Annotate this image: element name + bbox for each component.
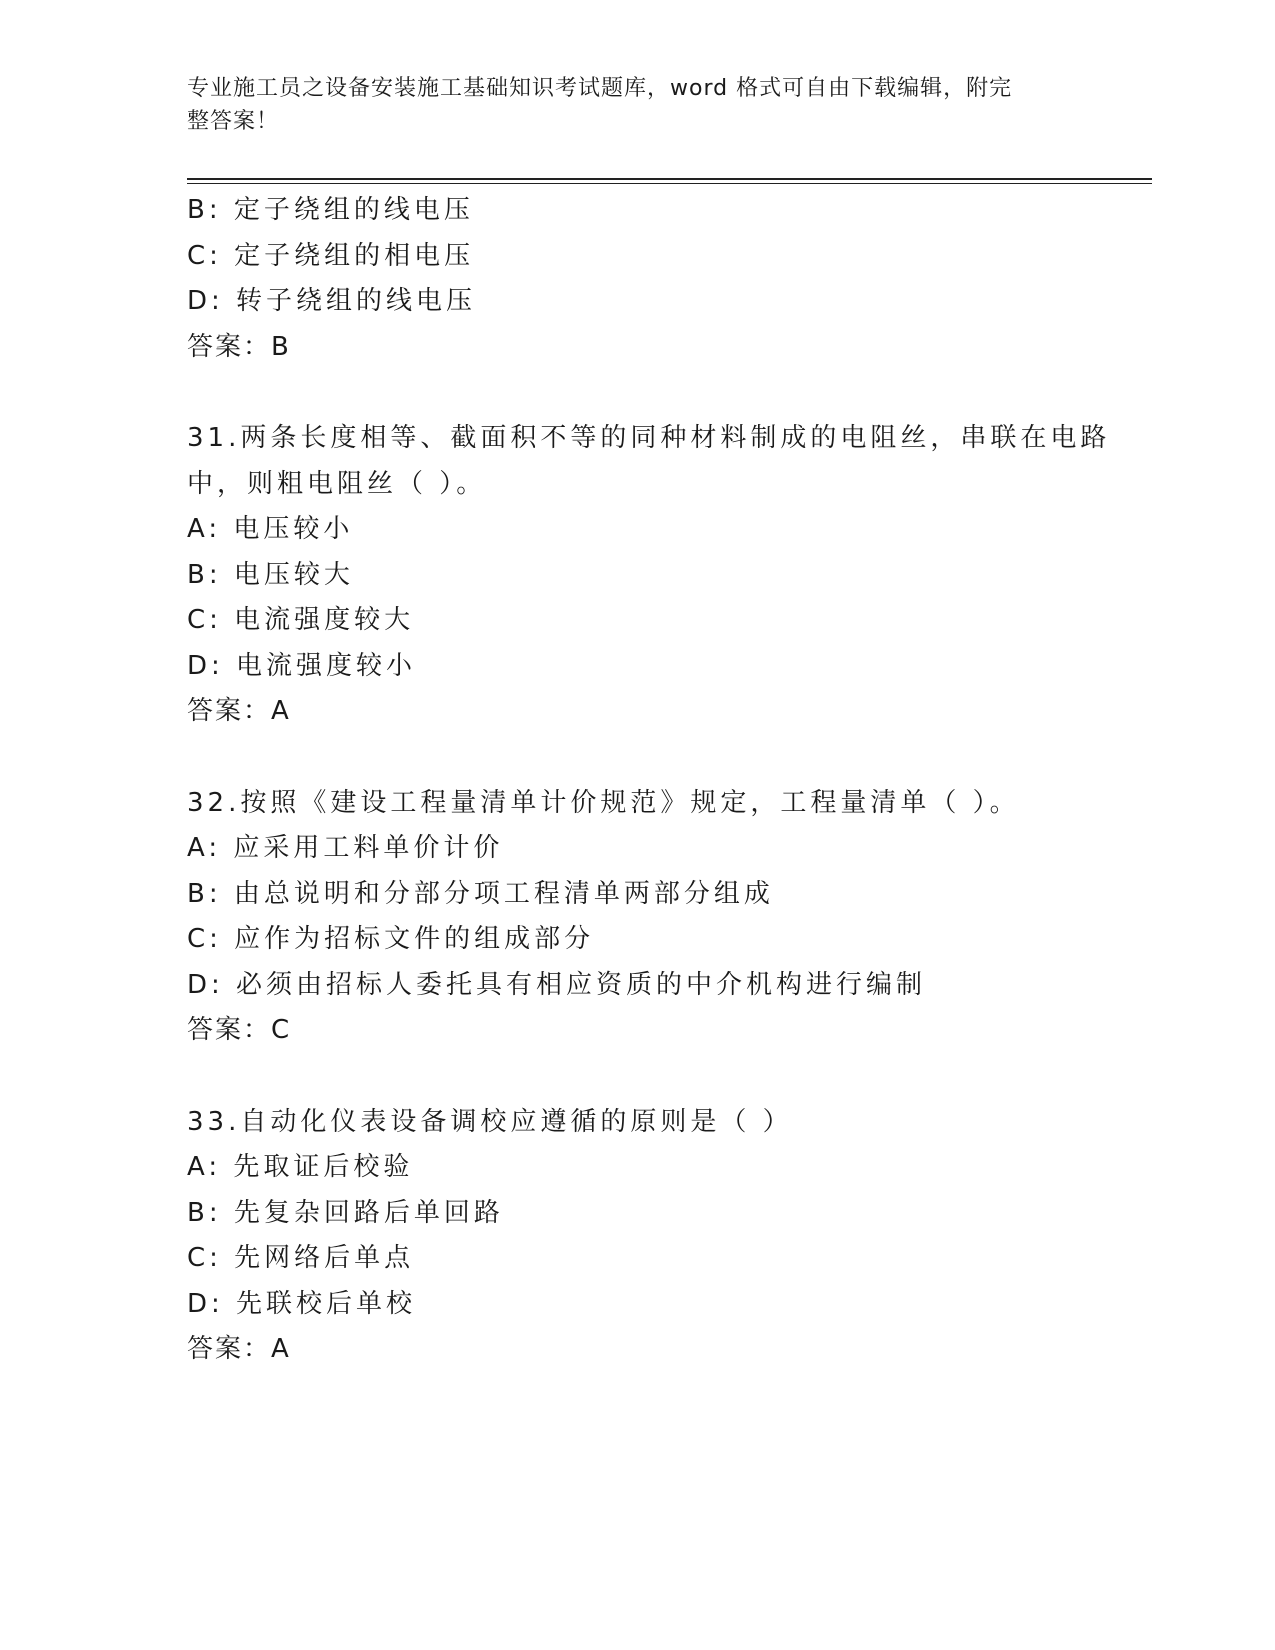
question-stem-continued: 中，则粗电阻丝（ ）。 <box>187 468 487 499</box>
option-c: C: 应作为招标文件的组成部分 <box>187 924 595 954</box>
spacer <box>187 1054 1087 1100</box>
question-33 <box>187 1100 1087 1373</box>
option-d: D: 电流强度较小 <box>187 650 417 681</box>
option-d: D: 必须由招标人委托具有相应资质的中介机构进行编制 <box>187 969 927 1000</box>
question-stem: 32.按照《建设工程量清单计价规范》规定，工程量清单（ ）。 <box>187 787 1020 818</box>
option-a: A: 先取证后校验 <box>187 1152 414 1182</box>
option-b: B: 先复杂回路后单回路 <box>187 1197 504 1228</box>
answer-line: 答案：C <box>187 1015 292 1045</box>
option-b: B: 由总说明和分部分项工程清单两部分组成 <box>187 878 774 909</box>
question-31 <box>187 416 1111 735</box>
option-c: C: 电流强度较大 <box>187 605 415 635</box>
option-d: D: 转子绕组的线电压 <box>187 286 477 316</box>
option-a: A: 应采用工料单价计价 <box>187 833 504 863</box>
question-stem: 31.两条长度相等、截面积不等的同种材料制成的电阻丝，串联在电路 <box>187 423 1111 453</box>
answer-line: 答案：A <box>187 696 291 726</box>
answer-line: 答案：B <box>187 331 291 362</box>
spacer <box>187 370 1087 416</box>
option-d: D: 先联校后单校 <box>187 1288 417 1319</box>
question-content <box>187 188 1111 1373</box>
header-title-line-1: 专业施工员之设备安装施工基础知识考试题库，word 格式可自由下载编辑，附完 <box>187 76 1013 101</box>
answer-line: 答案：A <box>187 1334 291 1364</box>
continued-question <box>187 188 1087 370</box>
header-title-line-2: 整答案！ <box>187 109 280 134</box>
question-stem: 33.自动化仪表设备调校应遵循的原则是（ ） <box>187 1106 793 1137</box>
spacer <box>187 735 1087 781</box>
option-c: C: 定子绕组的相电压 <box>187 240 475 271</box>
option-b: B: 电压较大 <box>187 559 354 590</box>
option-c: C: 先网络后单点 <box>187 1243 415 1273</box>
option-b: B: 定子绕组的线电压 <box>187 195 474 225</box>
option-a: A: 电压较小 <box>187 514 354 544</box>
question-32 <box>187 781 1087 1054</box>
header-divider <box>187 178 1152 184</box>
document-header <box>187 72 1067 138</box>
